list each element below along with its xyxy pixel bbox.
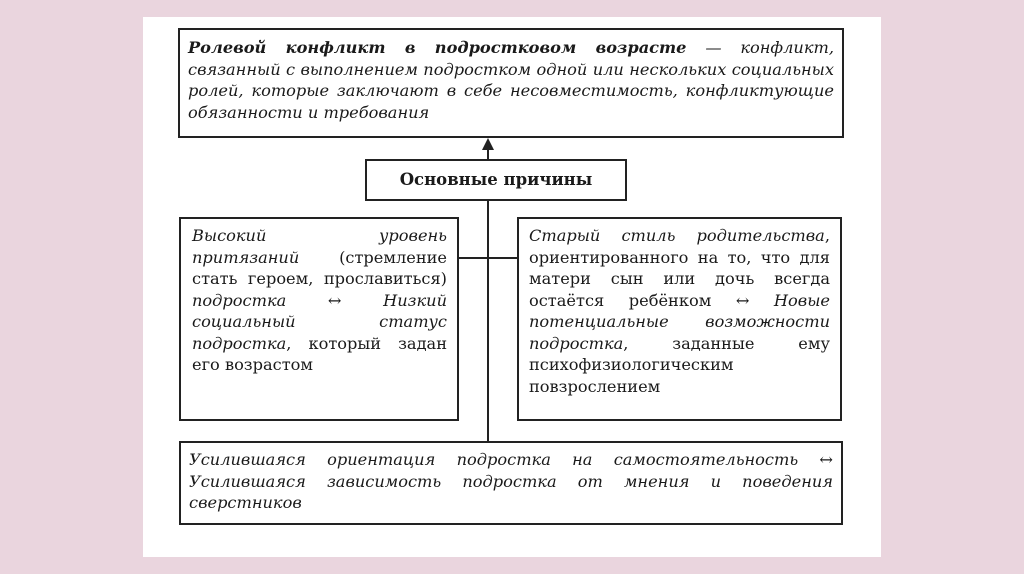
cause-left-text [192,225,447,376]
cause-bottom-text: Усилившаяся ориентация подростка на самостоятельность ↔ Усилившаяся зависимость подростка от мнения и поведения сверстников [189,450,833,512]
cause-right-italic-2: ↔ Новые потенциальные возможности подростка [529,290,830,353]
cause-right-text [529,225,830,397]
cause-left-plain-2: , который задан его возрастом [192,333,447,374]
definition-box [178,28,844,138]
definition-term: Ролевой конфликт в подростковом возрасте [188,38,687,57]
main-causes-label: Основные причины [399,170,593,190]
main-causes-box [365,159,627,201]
arrow-head-up-icon [482,138,494,150]
definition-body: конфликт, связанный с выполнением подростком одной или нескольких социальных ролей, которые заключают в себе несовместимость, конфликтующие обязанности и требования [188,38,834,122]
cause-left-italic-1: Высокий уровень притязаний [192,226,447,267]
cause-left-plain-1: (стремление стать героем, прославиться) [192,247,447,288]
cause-right-plain-1: , ориентированного на то, что для матери сын или дочь всегда остаётся ребёнком [529,226,830,310]
cause-box-bottom [179,441,843,525]
cause-right-italic-1: Старый стиль родительства [529,226,825,245]
cause-right-plain-2: , заданные ему психофизиологическим повзрослением [529,333,830,396]
cause-left-italic-2: подростка ↔ Низкий социальный статус подростка [192,290,447,353]
definition-dash: — [686,38,741,57]
cause-box-left [179,217,459,421]
slide [143,17,881,557]
cause-box-right [517,217,842,421]
definition-text [188,37,834,123]
